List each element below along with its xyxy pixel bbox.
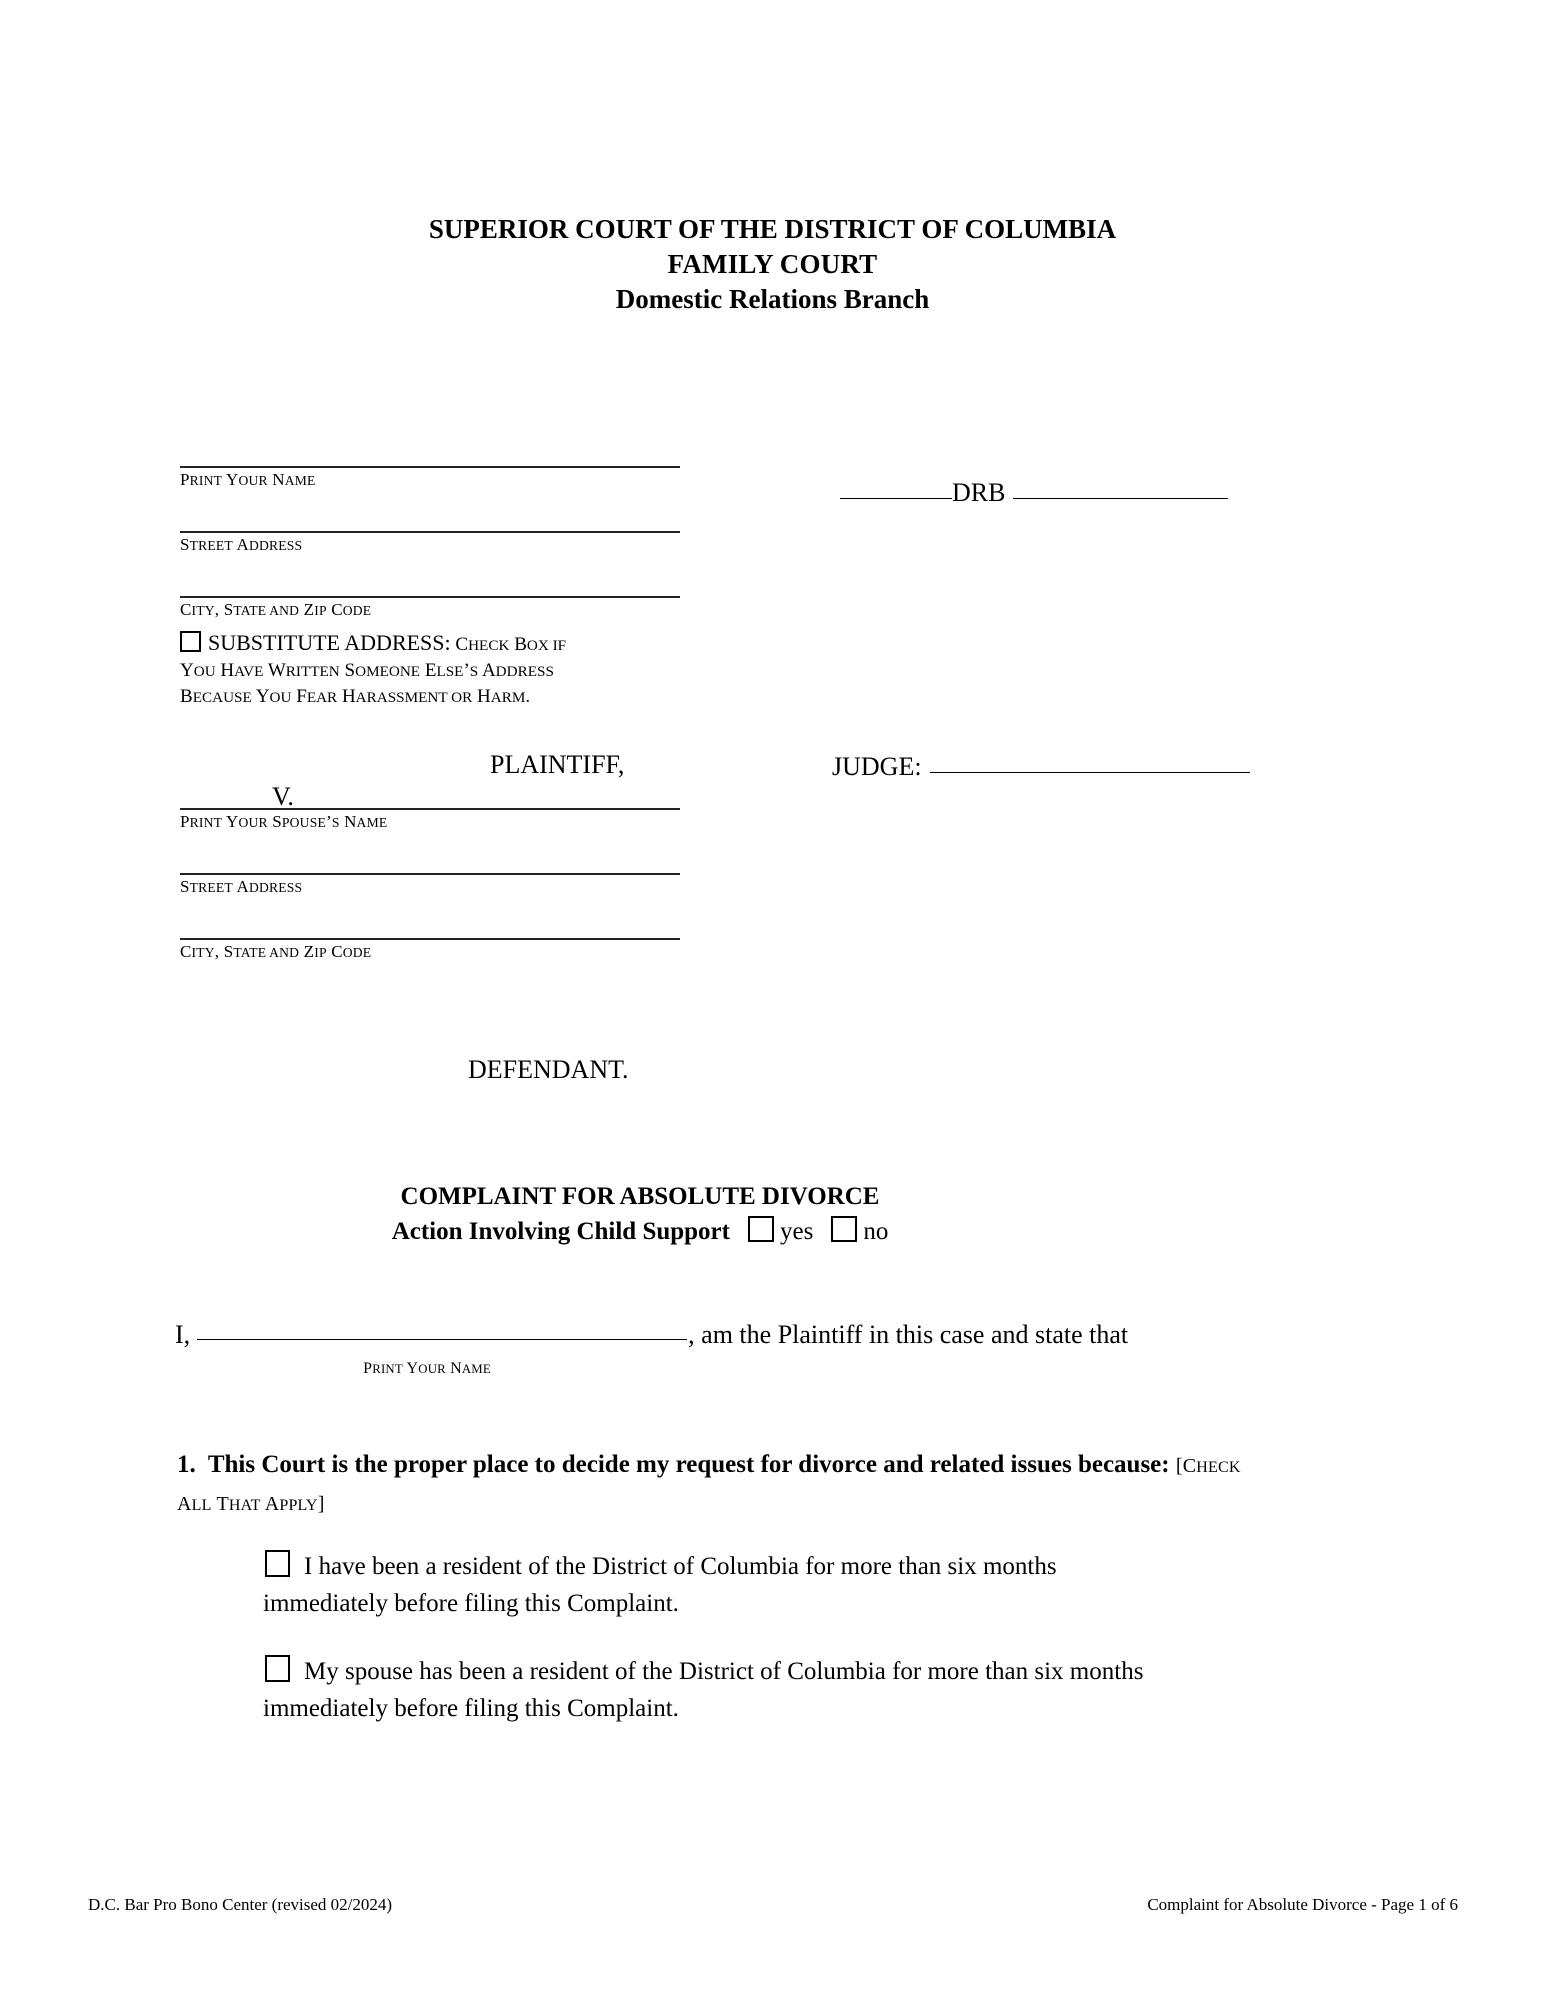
item-1-option-2[interactable] <box>265 1653 1325 1727</box>
court-branch-line: Domestic Relations Branch <box>615 284 930 314</box>
court-name-line: SUPERIOR COURT OF THE DISTRICT OF COLUMBIA <box>428 214 1117 244</box>
plaintiff-party-block <box>180 440 680 621</box>
item-1-text: This Court is the proper place to decide my request for divorce and related issues <box>207 1451 1072 1478</box>
plaintiff-city-caption: CITY, STATE AND ZIP CODE <box>180 600 372 619</box>
plaintiff-name-field[interactable] <box>180 440 680 491</box>
defendant-name-caption: PRINT YOUR SPOUSE’S NAME <box>180 812 388 831</box>
substitute-address-checkbox[interactable] <box>180 631 201 652</box>
case-number-prefix-blank[interactable] <box>840 498 952 499</box>
item-1-because: because: <box>1077 1451 1170 1478</box>
statement-suffix: , am the Plaintiff in this case and state that <box>688 1320 1129 1349</box>
defendant-party-block <box>180 782 680 963</box>
plaintiff-street-caption: STREET ADDRESS <box>180 535 303 554</box>
case-number-row[interactable] <box>840 478 1228 508</box>
plaintiff-city-rule[interactable] <box>180 570 680 598</box>
versus-label: V. <box>272 782 294 811</box>
footer-page-info: Complaint for Absolute Divorce - Page 1 of 6 <box>1147 1895 1458 1914</box>
plaintiff-street-rule[interactable] <box>180 505 680 533</box>
plaintiff-name-caption: PRINT YOUR NAME <box>180 470 316 489</box>
defendant-street-rule[interactable] <box>180 847 680 875</box>
item-1-option-2-line1: My spouse has been a resident of the District of Columbia for more than six months <box>304 1658 1144 1685</box>
child-support-no-checkbox[interactable] <box>831 1216 857 1242</box>
defendant-caption-block <box>180 782 1380 977</box>
substitute-address-block <box>180 630 650 710</box>
plaintiff-name-rule[interactable] <box>180 440 680 468</box>
item-1-option-1-checkbox[interactable] <box>265 1550 290 1577</box>
child-support-label: Action Involving Child Support <box>391 1218 730 1245</box>
defendant-city-caption: CITY, STATE AND ZIP CODE <box>180 942 372 961</box>
judge-blank[interactable] <box>930 772 1250 773</box>
court-division-line: FAMILY COURT <box>667 249 878 279</box>
footer-source: D.C. Bar Pro Bono Center (revised 02/2024) <box>88 1895 393 1914</box>
child-support-no-label: no <box>863 1218 889 1245</box>
item-1-number: 1. <box>177 1451 196 1478</box>
child-support-yes-label: yes <box>779 1218 814 1245</box>
plaintiff-statement-line[interactable] <box>175 1320 1128 1350</box>
defendant-party-label: DEFENDANT. <box>468 1055 629 1084</box>
complaint-title: COMPLAINT FOR ABSOLUTE DIVORCE <box>400 1183 880 1210</box>
statement-prefix: I, <box>175 1320 191 1349</box>
complaint-title-block <box>0 1180 1280 1248</box>
case-number-suffix-blank[interactable] <box>1013 498 1228 499</box>
statement-blank-caption: PRINT YOUR NAME <box>363 1360 491 1377</box>
item-1-option-2-checkbox[interactable] <box>265 1655 290 1682</box>
substitute-address-text-line2: YOU HAVE WRITTEN SOMEONE ELSE’S ADDRESS <box>180 660 554 681</box>
court-header <box>0 212 1545 317</box>
defendant-city-field[interactable] <box>180 912 680 963</box>
child-support-row <box>0 1215 1280 1248</box>
item-1-option-1-line2: immediately before filing this Complaint. <box>263 1590 679 1617</box>
substitute-address-heading: SUBSTITUTE ADDRESS: <box>208 630 451 655</box>
plaintiff-party-label: PLAINTIFF, <box>490 750 625 779</box>
item-1-instruction: [CHECK ALL THAT APPLY] <box>177 1455 1241 1515</box>
defendant-street-caption: STREET ADDRESS <box>180 877 303 896</box>
item-1-option-2-line2: immediately before filing this Complaint. <box>263 1695 679 1722</box>
defendant-name-rule[interactable] <box>180 782 680 810</box>
caption-block <box>180 440 1380 635</box>
item-1-option-1[interactable] <box>265 1548 1325 1622</box>
item-1-option-1-line1: I have been a resident of the District of Columbia for more than six months <box>304 1553 1057 1580</box>
plaintiff-street-field[interactable] <box>180 505 680 556</box>
child-support-yes-checkbox[interactable] <box>748 1216 774 1242</box>
defendant-name-field[interactable] <box>180 782 680 833</box>
judge-row[interactable] <box>832 752 1250 782</box>
statement-name-blank[interactable] <box>197 1339 687 1340</box>
defendant-city-rule[interactable] <box>180 912 680 940</box>
judge-label: JUDGE: <box>832 752 922 781</box>
substitute-address-text-line3: BECAUSE YOU FEAR HARASSMENT OR HARM. <box>180 686 531 707</box>
drb-label: DRB <box>952 478 1006 507</box>
defendant-street-field[interactable] <box>180 847 680 898</box>
page-footer <box>88 1895 1458 1915</box>
item-1-heading <box>177 1447 1267 1523</box>
plaintiff-city-field[interactable] <box>180 570 680 621</box>
substitute-address-text-line1: CHECK BOX IF <box>455 634 567 655</box>
